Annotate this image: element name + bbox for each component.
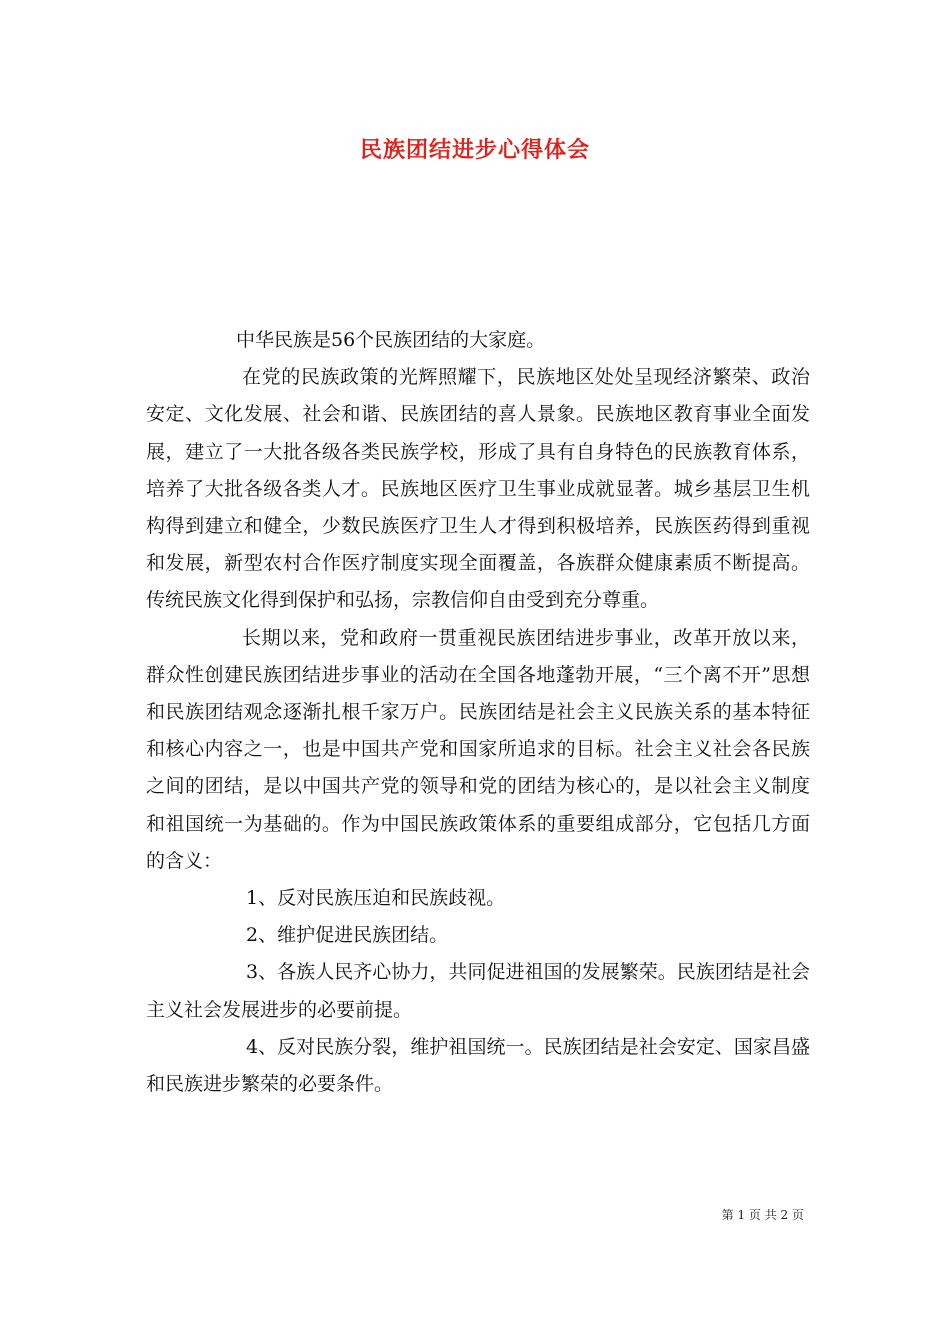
list-item-1: 1、反对民族压迫和民族歧视。	[246, 887, 506, 910]
page-number-label: 第 1 页 共 2 页	[721, 1208, 804, 1222]
list-item-2: 2、维护促进民族团结。	[246, 924, 449, 947]
page-number-footer	[0, 1206, 804, 1223]
paragraph-intro: 中华民族是56个民族团结的大家庭。	[236, 329, 546, 351]
list-item-3: 3、各族人民齐心协力，共同促进祖国的发展繁荣。民族团结是社会主义社会发展进步的必要前提。	[146, 961, 810, 1021]
document-title: 民族团结进步心得体会	[359, 137, 590, 163]
document-body	[146, 322, 810, 1103]
paragraph-achievements: 在党的民族政策的光辉照耀下，民族地区处处呈现经济繁荣、政治安定、文化发展、社会和谐、民族团结的喜人景象。民族地区教育事业全面发展，建立了一大批各级各类民族学校，形成了具有自身特色的民族教育体系，培养了大批各级各类人才。民族地区医疗卫生事业成就显著。城乡基层卫生机构得到建立和健全，少数民族医疗卫生人才得到积极培养，民族医药得到重视和发展，新型农村合作医疗制度实现全面覆盖，各族群众健康素质不断提高。传统民族文化得到保护和弘扬，宗教信仰自由受到充分尊重。	[146, 366, 810, 612]
paragraph-unity-policy: 长期以来，党和政府一贯重视民族团结进步事业，改革开放以来，群众性创建民族团结进步事业的活动在全国各地蓬勃开展，“三个离不开”思想和民族团结观念逐渐扎根千家万户。民族团结是社会主义民族关系的基本特征和核心内容之一，也是中国共产党和国家所追求的目标。社会主义社会各民族之间的团结，是以中国共产党的领导和党的团结为核心的，是以社会主义制度和祖国统一为基础的。作为中国民族政策体系的重要组成部分，它包括几方面的含义：	[146, 626, 810, 872]
list-item-4: 4、反对民族分裂，维护祖国统一。民族团结是社会安定、国家昌盛和民族进步繁荣的必要条件。	[146, 1035, 810, 1096]
